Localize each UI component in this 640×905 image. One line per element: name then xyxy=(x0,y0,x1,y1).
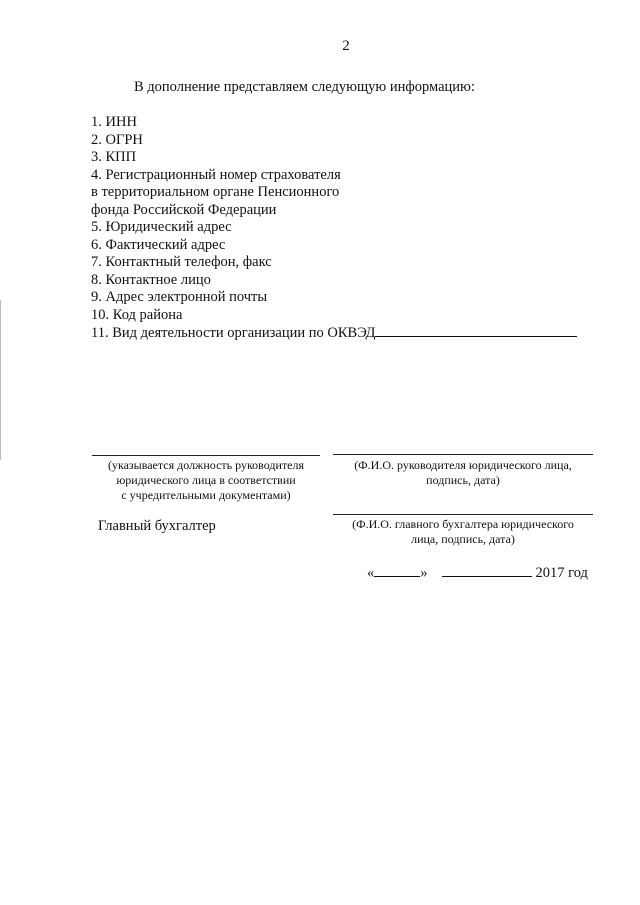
head-caption-line1: (Ф.И.О. руководителя юридического лица, xyxy=(354,458,572,472)
year-text: 2017 год xyxy=(535,565,588,581)
day-blank[interactable] xyxy=(374,564,420,577)
page-number: 2 xyxy=(342,38,350,54)
list-item-district-code: 10. Код района xyxy=(91,306,183,323)
accountant-caption-line2: лица, подпись, дата) xyxy=(411,532,515,546)
list-item-contact-person: 8. Контактное лицо xyxy=(91,271,211,288)
scan-edge-mark xyxy=(0,300,1,460)
date-row xyxy=(367,564,588,582)
position-caption-line1: (указывается должность руководителя xyxy=(107,458,305,472)
position-caption-line2: юридического лица в соответствии xyxy=(116,473,296,487)
head-caption-line2: подпись, дата) xyxy=(426,473,500,487)
open-quote: « xyxy=(367,565,375,581)
list-item-kpp: 3. КПП xyxy=(91,149,137,165)
list-item-ogrn: 2. ОГРН xyxy=(91,131,143,148)
okved-blank-line[interactable] xyxy=(375,324,577,337)
list-item-email: 9. Адрес электронной почты xyxy=(91,289,268,305)
okved-label: 11. Вид деятельности организации по ОКВЭД xyxy=(91,325,376,341)
list-item-reg-number-line3: фонда Российской Федерации xyxy=(91,201,277,218)
list-item-reg-number-line1: 4. Регистрационный номер страхователя xyxy=(91,166,341,183)
list-item-actual-address: 6. Фактический адрес xyxy=(91,236,226,253)
accountant-caption-line1: (Ф.И.О. главного бухгалтера юридического xyxy=(352,517,574,531)
list-item-okved xyxy=(91,324,577,343)
chief-accountant-label: Главный бухгалтер xyxy=(98,518,216,534)
position-caption-line3: с учредительными документами) xyxy=(121,488,291,502)
list-item-legal-address: 5. Юридический адрес xyxy=(91,219,232,235)
position-caption xyxy=(86,458,326,503)
month-blank[interactable] xyxy=(442,564,532,577)
info-list xyxy=(91,114,577,343)
head-signature-line[interactable] xyxy=(333,454,593,455)
close-quote: » xyxy=(420,565,428,581)
head-caption xyxy=(330,458,596,488)
list-item-inn: 1. ИНН xyxy=(91,114,137,130)
accountant-caption xyxy=(330,517,596,547)
intro-sentence: В дополнение представляем следующую информацию: xyxy=(134,79,475,95)
list-item-reg-number-line2: в территориальном органе Пенсионного xyxy=(91,184,340,200)
position-signature-line[interactable] xyxy=(92,455,320,456)
list-item-phone-fax: 7. Контактный телефон, факс xyxy=(91,254,272,270)
accountant-signature-line[interactable] xyxy=(333,514,593,515)
